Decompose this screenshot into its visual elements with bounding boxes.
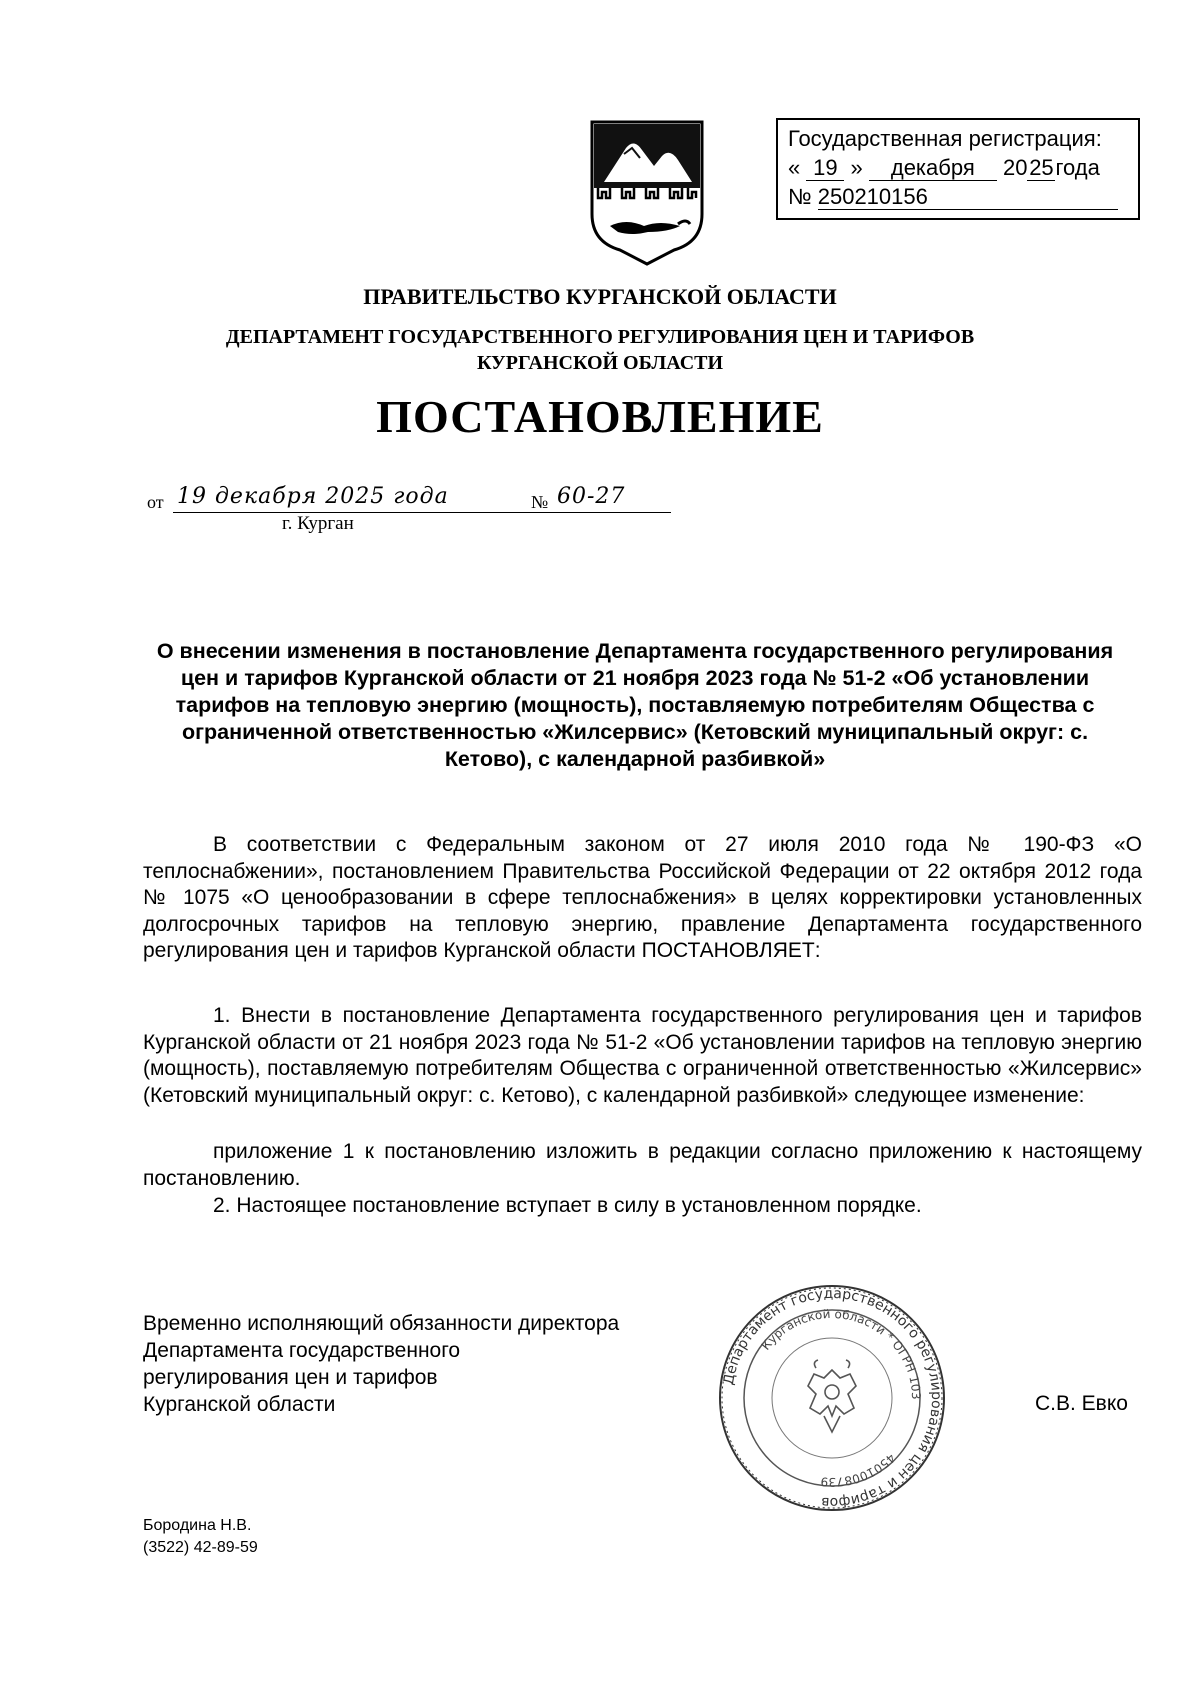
signatory-name: С.В. Евко — [1035, 1392, 1128, 1415]
registration-day: 19 — [806, 156, 844, 181]
registration-number-row — [788, 182, 1128, 211]
contact-name: Бородина Н.В. — [143, 1517, 252, 1534]
coat-of-arms-emblem — [588, 118, 706, 266]
document-title: О внесении изменения в постановление Департамента государственного регулирования цен и тарифов Курганской области от 21 ноября 2023 года № 51-2 «Об установлении тарифов на тепловую энергию (мощность), поставляемую потребителям Общества с ограниченной ответственностью «Жилсервис» (Кетовский муниципальный округ: с. Кетово), с календарной разбивкой» — [156, 639, 1114, 771]
date-number-line — [147, 486, 667, 516]
registration-date: « 19 » декабря 2025года — [788, 155, 1100, 180]
number-handwritten: 60-27 — [557, 484, 626, 509]
department-heading-line1: ДЕПАРТАМЕНТ ГОСУДАРСТВЕННОГО РЕГУЛИРОВАНИЯ ЦЕН И ТАРИФОВ — [225, 326, 975, 348]
stamp-inner-text: Курганской области * ОГРН 103 — [758, 1306, 924, 1400]
signatory-position-line1: Временно исполняющий обязанности директора — [143, 1312, 620, 1335]
official-stamp — [716, 1282, 948, 1514]
body-item-1: 1. Внести в постановление Департамента государственного регулирования цен и тарифов Курганской области от 21 ноября 2023 года № 51-2 «Об установлении тарифов на тепловую энергию (мощность), поставляемую потребителям Общества с ограниченной ответственностью «Жилсервис» (Кетовский муниципальный округ: с. Кетово), с календарной разбивкой» следующее изменение: — [143, 1004, 1142, 1107]
number-underline — [555, 512, 651, 513]
body-preamble: В соответствии с Федеральным законом от 27 июля 2010 года № 190-ФЗ «О теплоснабжении», постановлением Правительства Российской Федерации от 22 октября 2012 года № 1075 «О ценообразовании в сфере теплоснабжения» в целях корректировки установленных долгосрочных тарифов на тепловую энергию, правление Департамента государственного регулирования цен и тарифов Курганской области ПОСТАНОВЛЯЕТ: — [143, 833, 1142, 962]
city: г. Курган — [282, 513, 354, 534]
body-item-1-sub: приложение 1 к постановлению изложить в редакции согласно приложению к настоящему постановлению. — [143, 1140, 1142, 1190]
signatory-position-line4: Курганской области — [143, 1393, 336, 1416]
stamp-outer-text: Департамент государственного регулирования цен и тарифов — [720, 1285, 945, 1511]
registration-title: Государственная регистрация: — [788, 126, 1102, 151]
registration-year-prefix: 20 — [1002, 155, 1028, 180]
registration-number-label: № — [788, 184, 812, 209]
contact-phone: (3522) 42-89-59 — [143, 1539, 258, 1556]
registration-year-suffix: 25 — [1029, 155, 1054, 180]
contact-info — [143, 1515, 258, 1559]
date-label: от — [147, 492, 164, 512]
registration-year-word: года — [1055, 155, 1100, 180]
document-type-heading: ПОСТАНОВЛЕНИЕ — [376, 391, 824, 442]
department-heading-line2: КУРГАНСКОЙ ОБЛАСТИ — [476, 352, 724, 374]
date-handwritten: 19 декабря 2025 года — [177, 484, 449, 509]
number-label: № — [531, 492, 549, 512]
double-headed-eagle-icon — [808, 1360, 856, 1432]
registration-number: 250210156 — [818, 185, 1118, 210]
signatory-position-line3: регулирования цен и тарифов — [143, 1366, 438, 1389]
signatory-position — [143, 1310, 619, 1418]
stamp-number-text: 4501008739 — [819, 1450, 899, 1490]
signatory-position-line2: Департамента государственного — [143, 1339, 461, 1362]
registration-month: декабря — [869, 156, 997, 181]
body-item-2: 2. Настоящее постановление вступает в силу в установленном порядке. — [213, 1194, 922, 1217]
registration-box — [776, 118, 1140, 220]
government-heading: ПРАВИТЕЛЬСТВО КУРГАНСКОЙ ОБЛАСТИ — [363, 284, 837, 309]
